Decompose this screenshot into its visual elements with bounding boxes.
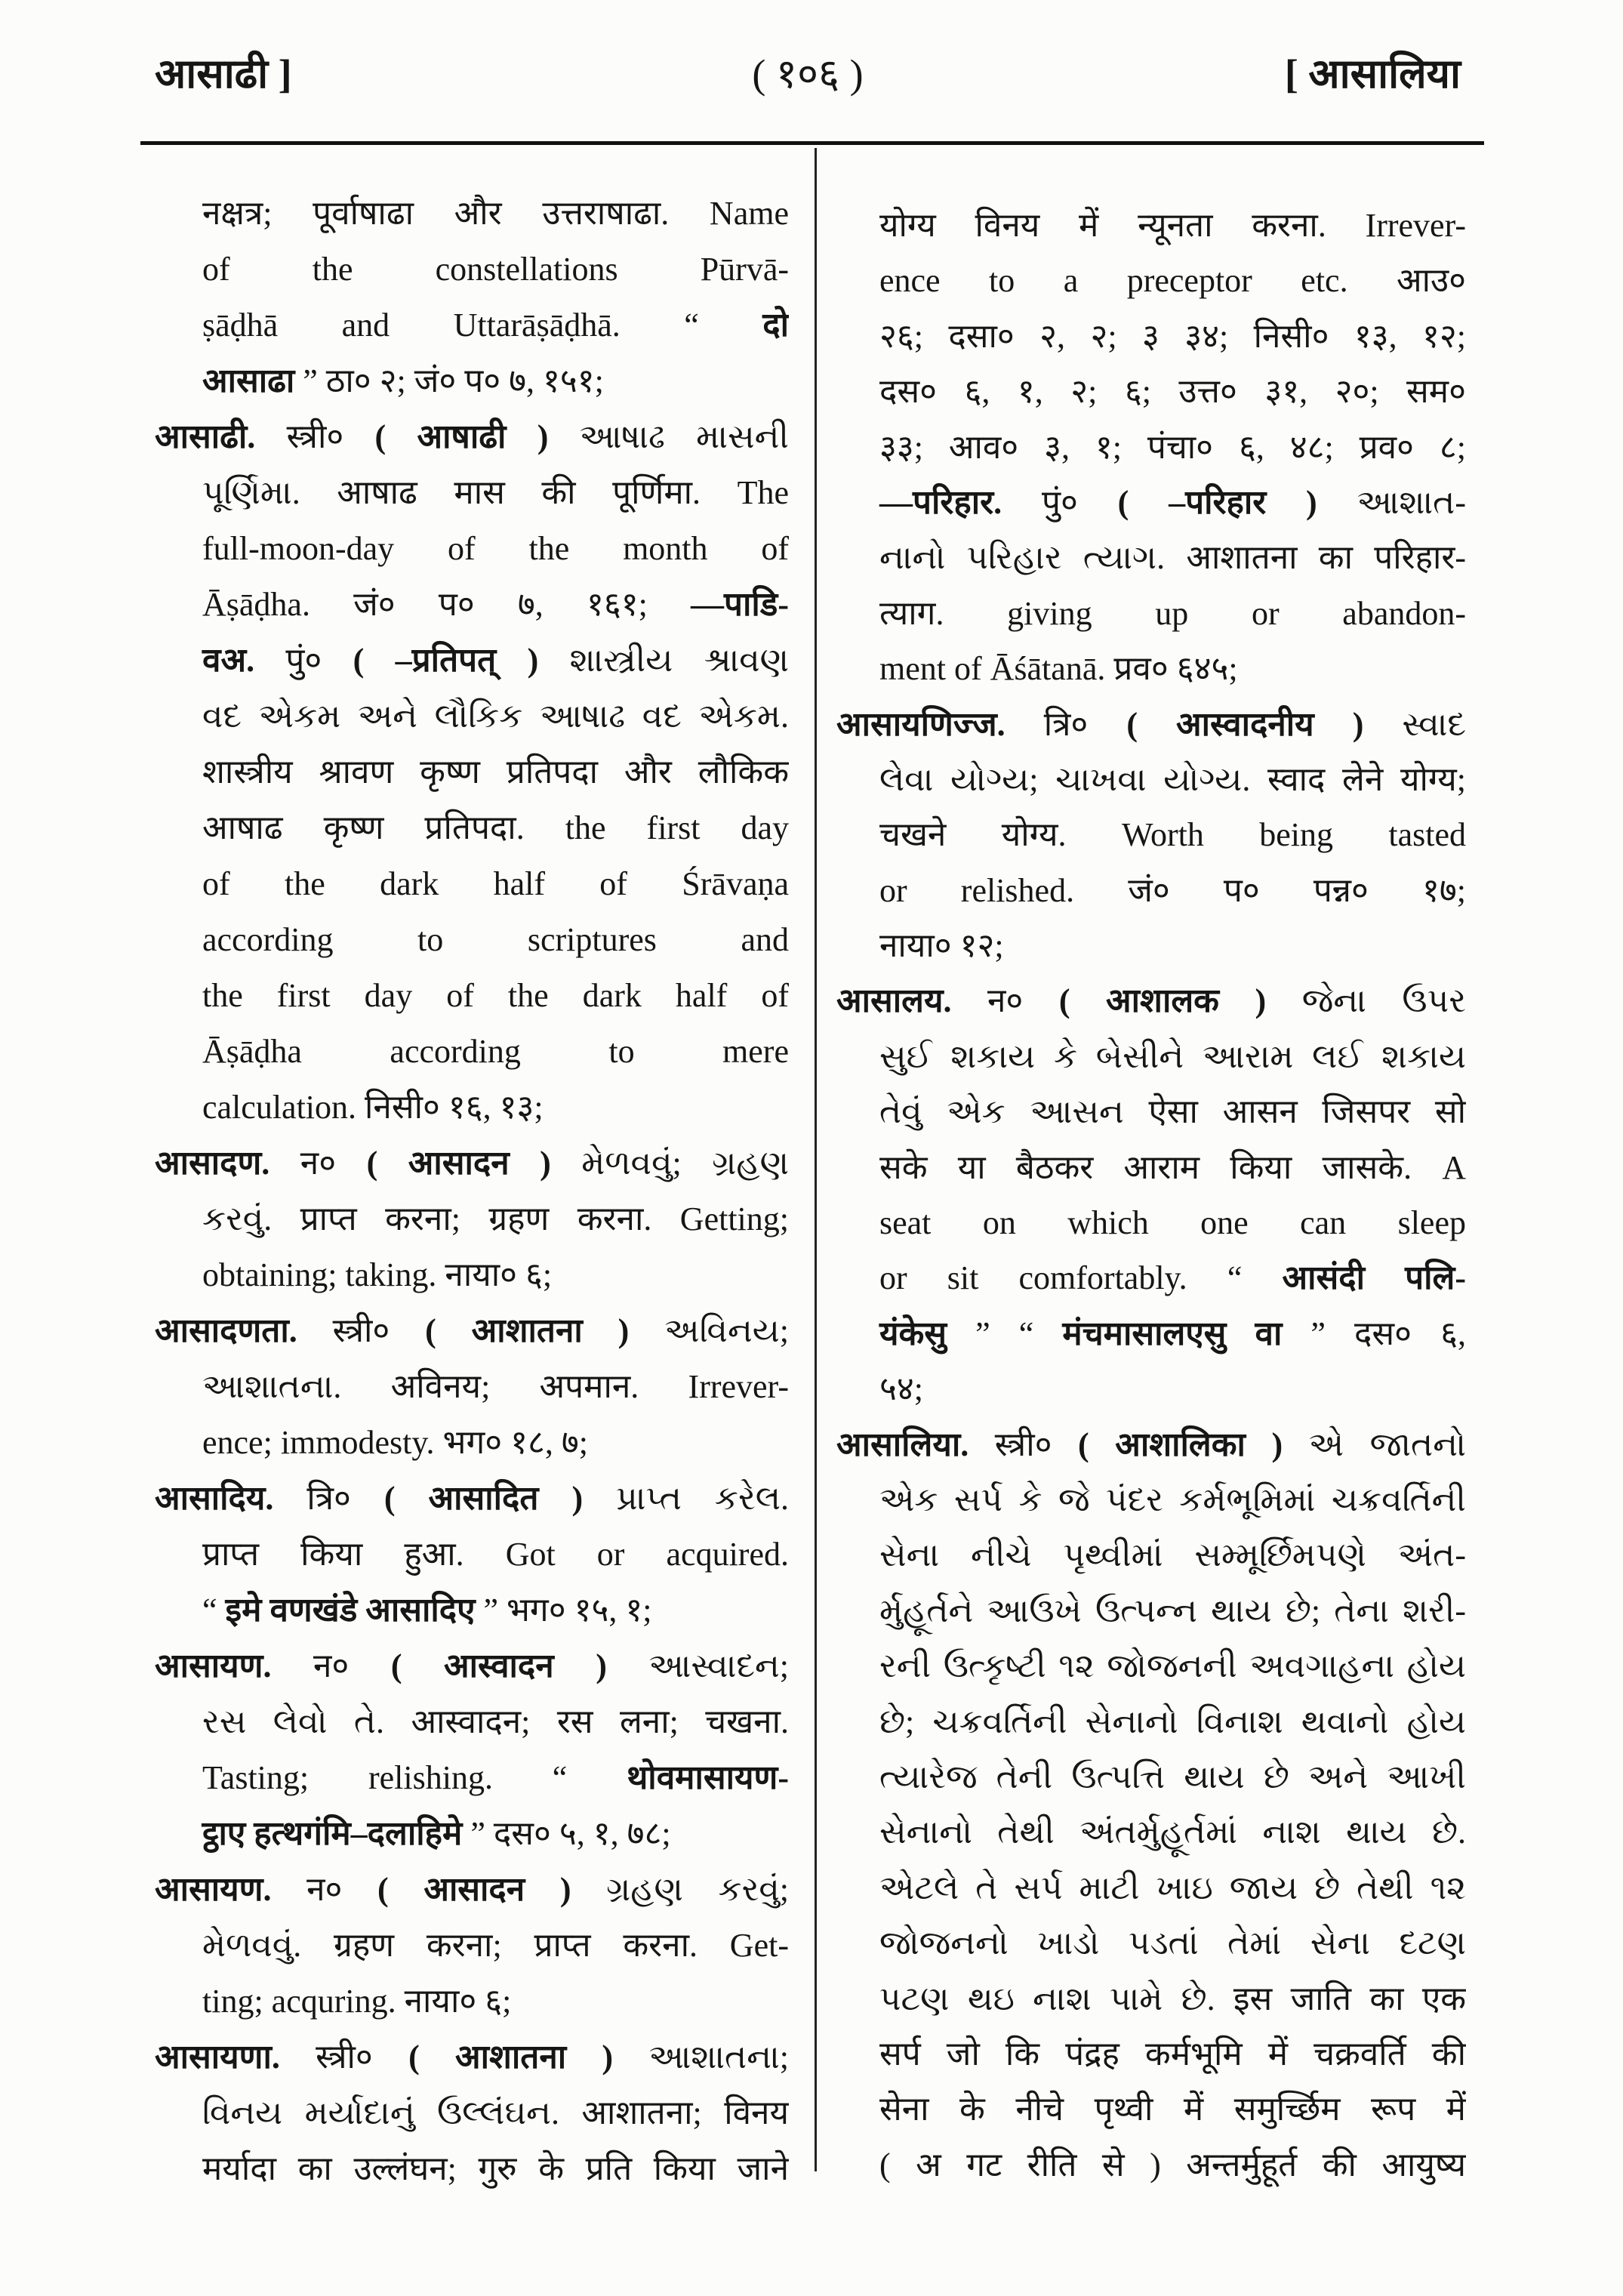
- entry-headword-line: [836, 973, 1466, 1028]
- entry-line: [836, 586, 1466, 641]
- entry-text: પૂર્ણિમા. आषाढ मास की पूर्णिमा. The: [202, 474, 789, 511]
- entry-text: दस० ६, १, २; ६; उत्त० ३१, २०; सम०: [879, 373, 1466, 411]
- entry-line: [155, 1191, 789, 1247]
- entry-text: चखने योग्य. Worth being tasted: [879, 816, 1466, 854]
- headword: आसादिय.: [155, 1480, 274, 1517]
- entry-line: [155, 186, 789, 242]
- entry-line: [155, 633, 789, 689]
- headword: आसादणता.: [155, 1312, 297, 1349]
- entry-text: જેના ઉપર: [1266, 982, 1466, 1020]
- entry-line: [155, 800, 789, 856]
- bold-term: ( आशातना ): [408, 2039, 614, 2076]
- entry-headword-line: [155, 1303, 789, 1359]
- entry-text: शास्त्रीय श्रावण कृष्ण प्रतिपदा और लौकिक: [202, 754, 789, 791]
- entry-line: [836, 1361, 1466, 1416]
- right-column: [836, 198, 1466, 2193]
- entry-text: આશાતના;: [613, 2039, 789, 2076]
- entry-text: ર્મુહૂર્તને આઉખે ઉત્પન્ન થાય છે; તેના શરી-: [879, 1592, 1466, 1629]
- entry-headword-line: [836, 1417, 1466, 1472]
- entry-text: અવિનય;: [629, 1312, 789, 1349]
- entry-line: [836, 2026, 1466, 2082]
- entry-text: પ્રાપ્ત કરેલ.: [583, 1480, 789, 1517]
- entry-line: [836, 2137, 1466, 2193]
- entry-text: योग्य विनय में न्यूनता करना. Irrever-: [879, 207, 1466, 244]
- entry-text: स्त्री०: [297, 1312, 426, 1349]
- entry-text: the first day of the dark half of: [202, 977, 789, 1014]
- entry-line: [836, 1250, 1466, 1305]
- entry-line: [836, 364, 1466, 419]
- entry-text: સેના નીચે પૃથ્વીમાં સમ્મૂર્છિમપણે અંત-: [879, 1536, 1466, 1574]
- entry-text: તેવું એક આસન ऐसा आसन जिसपर सो: [879, 1093, 1466, 1131]
- entry-line: [836, 807, 1466, 862]
- entry-text: पुं०: [1002, 483, 1118, 521]
- entry-headword-line: [155, 409, 789, 465]
- header-rule: [140, 141, 1484, 145]
- entry-text: ( अ गट रीति से ) अन्तर्मुहूर्त की आयुष्य: [879, 2146, 1466, 2184]
- entry-line: [836, 641, 1466, 696]
- entry-line: [836, 198, 1466, 253]
- entry-headword-line: [155, 1638, 789, 1694]
- entry-line: [155, 242, 789, 297]
- entry-text: ment of Āśātanā. प्रव० ६४५;: [879, 650, 1238, 688]
- entry-line: [155, 1974, 789, 2029]
- bold-term: यंकेसु: [879, 1314, 947, 1352]
- entry-text: ५४;: [879, 1370, 923, 1408]
- entry-line: [155, 1527, 789, 1583]
- entry-text: मर्यादा का उल्लंघन; गुरु के प्रति किया जाने: [202, 2150, 789, 2187]
- entry-text: नक्षत्र; पूर्वाषाढा और उत्तराषाढा. Name: [202, 195, 789, 232]
- entry-line: [155, 968, 789, 1024]
- entry-line: [155, 1359, 789, 1415]
- entry-line: [155, 1806, 789, 1862]
- entry-text: એટલે તે સર્પ માટી ખાઇ જાય છે તેથી ૧૨: [879, 1869, 1466, 1906]
- running-head-first-word: आसाढी ]: [155, 51, 292, 97]
- entry-line: [155, 1415, 789, 1471]
- entry-text: ત્યારેજ તેની ઉત્પત્તિ થાય છે અને આખી: [879, 1758, 1466, 1795]
- entry-line: [155, 1694, 789, 1750]
- entry-line: [836, 530, 1466, 585]
- entry-text: આશાત-: [1317, 483, 1466, 521]
- entry-text: आषाढ कृष्ण प्रतिपदा. the first day: [202, 809, 789, 846]
- entry-text: सर्प जो कि पंद्रह कर्मभूमि में चक्रवर्ति की: [879, 2035, 1466, 2073]
- entry-text: न०: [271, 1871, 378, 1908]
- entry-text: स्त्री०: [969, 1425, 1079, 1463]
- bold-term: —पाडि-: [691, 586, 789, 623]
- entry-line: [155, 689, 789, 744]
- entry-text: “: [202, 1592, 226, 1629]
- entry-line: [155, 1080, 789, 1136]
- bold-term: आसंदी पलि-: [1282, 1259, 1466, 1297]
- entry-text: according to scriptures and: [202, 921, 789, 958]
- entry-text: સેનાનો તેથી અંતર્મુહૂર્તમાં નાશ થાય છે.: [879, 1814, 1466, 1851]
- entry-text: न०: [269, 1145, 367, 1182]
- bold-term: आसाढा: [202, 362, 295, 399]
- entry-text: એક સર્પ કે જે પંદર કર્મભૂમિમાં ચક્રવર્તિની: [879, 1481, 1466, 1518]
- entry-line: [836, 475, 1466, 530]
- bold-term: ( आसादन ): [366, 1145, 551, 1182]
- entry-line: [155, 2141, 789, 2197]
- entry-text: or sit comfortably. “: [879, 1259, 1283, 1297]
- entry-line: [836, 863, 1466, 918]
- entry-text: स्त्री०: [279, 2039, 409, 2076]
- entry-text: Āṣāḍha. जं० प० ७, १६१;: [202, 586, 691, 623]
- entry-text: Tasting; relishing. “: [202, 1759, 627, 1796]
- headword: आसायण.: [155, 1871, 272, 1908]
- entry-line: [836, 2082, 1466, 2137]
- entry-text: આસ્વાદન;: [606, 1647, 789, 1684]
- entry-line: [836, 1860, 1466, 1915]
- entry-text: છે; ચક્રવર્તિની સેનાનો વિનાશ થવાનો હોય: [879, 1703, 1466, 1740]
- entry-line: [155, 577, 789, 633]
- entry-line: [155, 1024, 789, 1080]
- entry-text: obtaining; taking. नाया० ६;: [202, 1256, 553, 1293]
- entry-text: ” ठा० २; जं० प० ७, १५१;: [294, 362, 604, 399]
- entry-text: રની ઉત્કૃષ્ટી ૧૨ જોજનની અવગાહના હોય: [879, 1647, 1466, 1685]
- entry-text: સુઈ શકાય કે બેસીને આરામ લઈ શકાય: [879, 1037, 1466, 1075]
- entry-line: [155, 2085, 789, 2141]
- headword: आसायणा.: [155, 2039, 280, 2076]
- entry-text: त्रि०: [1005, 705, 1127, 743]
- entry-line: [836, 1029, 1466, 1084]
- headword: आसादण.: [155, 1145, 270, 1182]
- entry-text: મેળવવું. ग्रहण करना; प्राप्त करना. Get-: [202, 1927, 789, 1964]
- bold-term: ( आशालक ): [1058, 982, 1267, 1020]
- bold-term: ( आस्वादनीय ): [1126, 705, 1364, 743]
- entry-headword-line: [155, 1471, 789, 1527]
- entry-text: पुं०: [254, 642, 353, 679]
- page-number: ( १०६ ): [752, 51, 864, 97]
- entry-text: सेना के नीचे पृथ्वी में समुर्च्छिम रूप में: [879, 2091, 1466, 2128]
- entry-line: [155, 297, 789, 353]
- entry-line: [836, 918, 1466, 973]
- entry-text: આશાતના. अविनय; अपमान. Irrever-: [202, 1368, 789, 1405]
- entry-text: प्राप्त किया हुआ. Got or acquired.: [202, 1536, 789, 1573]
- bold-term: ( आषाढी ): [374, 418, 549, 455]
- entry-line: [836, 1527, 1466, 1583]
- headword: आसालय.: [836, 982, 952, 1020]
- entry-text: જોજનનો ખાડો પડતાં તેમાં સેના દટણ: [879, 1925, 1466, 1962]
- entry-line: [836, 1804, 1466, 1860]
- entry-headword-line: [155, 1862, 789, 1918]
- entry-line: [836, 1583, 1466, 1638]
- entry-text: calculation. निसी० १६, १३;: [202, 1089, 544, 1126]
- headword: आसालिया.: [836, 1425, 969, 1463]
- bold-term: वअ.: [202, 642, 255, 679]
- entry-line: [836, 1472, 1466, 1527]
- entry-text: સ્વાદ: [1363, 705, 1466, 743]
- entry-line: [155, 521, 789, 577]
- entry-line: [836, 1306, 1466, 1361]
- entry-text: નાનો પરિહાર ત્યાગ. आशातना का परिहार-: [879, 539, 1466, 577]
- bold-term: ट्ठाए हत्थगंमि–दलाहिमे: [202, 1815, 463, 1852]
- bold-term: दो: [762, 307, 789, 344]
- entry-text: न०: [951, 982, 1059, 1020]
- entry-text: ३३; आव० ३, १; पंचा० ६, ४८; प्रव० ८;: [879, 428, 1466, 466]
- entry-line: [836, 1971, 1466, 2026]
- entry-text: full-moon-day of the month of: [202, 530, 789, 567]
- entry-line: [836, 1638, 1466, 1693]
- entry-line: [836, 1915, 1466, 1971]
- entry-text: ence; immodesty. भग० १८, ७;: [202, 1424, 588, 1461]
- entry-text: ” दस० ६,: [1282, 1314, 1466, 1352]
- entry-line: [155, 744, 789, 800]
- entry-text: सके या बैठकर आराम किया जासके. A: [879, 1148, 1466, 1186]
- column-divider: [815, 148, 817, 2171]
- entry-text: स्त्री०: [255, 418, 375, 455]
- bold-term: ( आस्वादन ): [390, 1647, 607, 1684]
- entry-text: ting; acquring. नाया० ६;: [202, 1983, 512, 2020]
- entry-text: ” दस० ५, १, ७८;: [462, 1815, 671, 1852]
- entry-line: [155, 1750, 789, 1806]
- entry-line: [836, 309, 1466, 364]
- entry-line: [155, 912, 789, 968]
- entry-text: त्याग. giving up or abandon-: [879, 594, 1466, 632]
- entry-text: of the dark half of Śrāvaṇa: [202, 865, 789, 902]
- bold-term: इमे वणखंडे आसादिए: [225, 1592, 476, 1629]
- entry-text: આષાઢ માસની: [548, 418, 789, 455]
- entry-line: [836, 1140, 1466, 1195]
- entry-text: ṣāḍhā and Uttarāṣāḍhā. “: [202, 307, 763, 344]
- running-head-last-word: [ आसालिया: [1284, 51, 1461, 97]
- entry-text: રસ લેવો તે. आस्वादन; रस लना; चखना.: [202, 1703, 789, 1740]
- entry-line: [836, 1084, 1466, 1139]
- entry-text: મેળવવું; ગ્રહણ: [550, 1145, 789, 1182]
- bold-term: ( –परिहार ): [1117, 483, 1317, 521]
- headword: आसायण.: [155, 1647, 272, 1684]
- entry-text: ગ્રહણ કરવું;: [571, 1871, 789, 1908]
- entry-text: न०: [271, 1647, 391, 1684]
- entry-headword-line: [155, 2029, 789, 2085]
- bold-term: ( आसादन ): [377, 1871, 571, 1908]
- left-column: [155, 186, 789, 2197]
- entry-text: ” “: [947, 1314, 1063, 1352]
- bold-term: थोवमासायण-: [627, 1759, 789, 1796]
- headword: आसाढी.: [155, 418, 256, 455]
- entry-text: ence to a preceptor etc. आउ०: [879, 262, 1466, 300]
- entry-line: [836, 1694, 1466, 1749]
- entry-text: લેવા યોગ્ય; ચાખવા યોગ્ય. स्वाद लेने योग्य;: [879, 760, 1466, 798]
- entry-headword-line: [836, 697, 1466, 752]
- entry-text: or relished. जं० प० पन्न० १७;: [879, 871, 1466, 909]
- bold-term: —परिहार.: [879, 483, 1002, 521]
- headword: आसायणिज्ज.: [836, 705, 1006, 743]
- bold-term: ( आसादित ): [383, 1480, 584, 1517]
- entry-line: [155, 856, 789, 912]
- entry-text: વિનય મર્યાદાનું ઉલ્લંઘન. आशातना; विनय: [202, 2094, 789, 2131]
- entry-headword-line: [155, 1136, 789, 1191]
- entry-text: त्रि०: [273, 1480, 384, 1517]
- entry-text: Āṣāḍha according to mere: [202, 1033, 789, 1070]
- entry-line: [155, 1247, 789, 1303]
- entry-text: seat on which one can sleep: [879, 1204, 1466, 1242]
- bold-term: मंचमासालएसु वा: [1062, 1314, 1283, 1352]
- entry-text: of the constellations Pūrvā-: [202, 251, 789, 288]
- entry-text: કરવું. प्राप्त करना; ग्रहण करना. Getting;: [202, 1200, 789, 1237]
- entry-line: [836, 253, 1466, 308]
- entry-text: नाया० १२;: [879, 927, 1004, 965]
- bold-term: ( आशालिका ): [1078, 1425, 1283, 1463]
- entry-line: [836, 420, 1466, 475]
- entry-line: [836, 1195, 1466, 1250]
- entry-text: ” भग० १५, १;: [475, 1592, 652, 1629]
- entry-text: એ જાતનો: [1283, 1425, 1466, 1463]
- entry-line: [155, 465, 789, 521]
- bold-term: ( आशातना ): [425, 1312, 630, 1349]
- entry-text: શાસ્ત્રીય શ્રાવણ: [538, 642, 789, 679]
- entry-text: વદ એકમ અને લૌકિક આષાઢ વદ એકમ.: [202, 698, 789, 735]
- bold-term: ( –प्रतिपत् ): [353, 642, 539, 679]
- entry-line: [155, 1583, 789, 1638]
- entry-line: [155, 1918, 789, 1974]
- entry-text: પટણ થઇ નાશ પામે છે. इस जाति का एक: [879, 1980, 1466, 2017]
- entry-line: [836, 752, 1466, 807]
- entry-line: [836, 1749, 1466, 1804]
- entry-text: २६; दसा० २, २; ३ ३४; निसी० १३, १२;: [879, 317, 1466, 355]
- entry-line: [155, 353, 789, 409]
